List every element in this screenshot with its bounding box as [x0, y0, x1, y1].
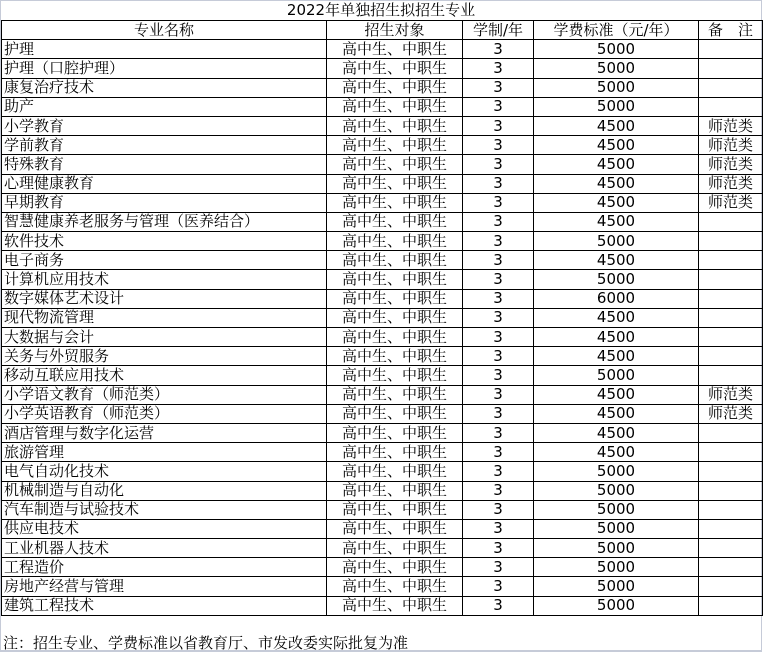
cell-note: 师范类 [699, 193, 763, 212]
cell-years: 3 [463, 59, 534, 78]
cell-fee: 5000 [534, 40, 699, 59]
cell-target: 高中生、中职生 [327, 347, 463, 366]
cell-note [699, 212, 763, 231]
cell-major-name: 电子商务 [2, 251, 327, 270]
cell-note [699, 423, 763, 442]
cell-fee: 5000 [534, 78, 699, 97]
table-row [2, 40, 763, 59]
cell-note [699, 40, 763, 59]
cell-major-name: 小学英语教育（师范类） [2, 404, 327, 423]
header-fee: 学费标准（元/年） [534, 21, 699, 40]
cell-target: 高中生、中职生 [327, 462, 463, 481]
table-row [2, 519, 763, 538]
cell-years: 3 [463, 155, 534, 174]
table-row [2, 596, 763, 615]
cell-fee: 5000 [534, 97, 699, 116]
cell-target: 高中生、中职生 [327, 232, 463, 251]
cell-target: 高中生、中职生 [327, 366, 463, 385]
cell-target: 高中生、中职生 [327, 385, 463, 404]
cell-years: 3 [463, 328, 534, 347]
cell-fee: 5000 [534, 481, 699, 500]
cell-major-name: 酒店管理与数字化运营 [2, 423, 327, 442]
cell-fee: 5000 [534, 366, 699, 385]
cell-major-name: 建筑工程技术 [2, 596, 327, 615]
cell-target: 高中生、中职生 [327, 116, 463, 135]
cell-major-name: 学前教育 [2, 136, 327, 155]
cell-note: 师范类 [699, 174, 763, 193]
header-note: 备 注 [699, 21, 763, 40]
cell-fee: 4500 [534, 136, 699, 155]
table-row [2, 462, 763, 481]
cell-major-name: 工程造价 [2, 558, 327, 577]
cell-years: 3 [463, 577, 534, 596]
table-row [2, 347, 763, 366]
cell-major-name: 电气自动化技术 [2, 462, 327, 481]
cell-years: 3 [463, 519, 534, 538]
cell-major-name: 数字媒体艺术设计 [2, 289, 327, 308]
cell-target: 高中生、中职生 [327, 193, 463, 212]
cell-fee: 4500 [534, 193, 699, 212]
cell-major-name: 计算机应用技术 [2, 270, 327, 289]
cell-note: 师范类 [699, 136, 763, 155]
cell-major-name: 现代物流管理 [2, 308, 327, 327]
cell-major-name: 智慧健康养老服务与管理（医养结合） [2, 212, 327, 231]
cell-years: 3 [463, 366, 534, 385]
majors-table [1, 20, 763, 616]
cell-major-name: 关务与外贸服务 [2, 347, 327, 366]
cell-fee: 4500 [534, 443, 699, 462]
header-years: 学制/年 [463, 21, 534, 40]
table-row [2, 289, 763, 308]
cell-major-name: 房地产经营与管理 [2, 577, 327, 596]
cell-note [699, 481, 763, 500]
header-target: 招生对象 [327, 21, 463, 40]
cell-major-name: 汽车制造与试验技术 [2, 500, 327, 519]
table-row [2, 155, 763, 174]
table-row [2, 443, 763, 462]
cell-fee: 4500 [534, 423, 699, 442]
cell-fee: 4500 [534, 385, 699, 404]
cell-years: 3 [463, 212, 534, 231]
cell-target: 高中生、中职生 [327, 97, 463, 116]
cell-years: 3 [463, 423, 534, 442]
cell-target: 高中生、中职生 [327, 59, 463, 78]
table-row [2, 423, 763, 442]
table-row [2, 251, 763, 270]
cell-fee: 5000 [534, 232, 699, 251]
cell-target: 高中生、中职生 [327, 251, 463, 270]
table-title: 2022年单独招生拟招生专业 [286, 1, 476, 19]
table-row [2, 97, 763, 116]
cell-note: 师范类 [699, 385, 763, 404]
cell-target: 高中生、中职生 [327, 289, 463, 308]
cell-major-name: 小学教育 [2, 116, 327, 135]
cell-fee: 5000 [534, 558, 699, 577]
cell-fee: 4500 [534, 155, 699, 174]
cell-years: 3 [463, 116, 534, 135]
cell-major-name: 大数据与会计 [2, 328, 327, 347]
cell-note [699, 519, 763, 538]
table-row [2, 116, 763, 135]
cell-target: 高中生、中职生 [327, 519, 463, 538]
cell-major-name: 工业机器人技术 [2, 539, 327, 558]
cell-target: 高中生、中职生 [327, 78, 463, 97]
cell-fee: 4500 [534, 174, 699, 193]
cell-target: 高中生、中职生 [327, 443, 463, 462]
cell-fee: 5000 [534, 462, 699, 481]
cell-major-name: 特殊教育 [2, 155, 327, 174]
table-row [2, 212, 763, 231]
cell-years: 3 [463, 404, 534, 423]
cell-note [699, 308, 763, 327]
table-row [2, 366, 763, 385]
cell-target: 高中生、中职生 [327, 558, 463, 577]
cell-years: 3 [463, 251, 534, 270]
cell-major-name: 旅游管理 [2, 443, 327, 462]
cell-years: 3 [463, 462, 534, 481]
cell-note [699, 539, 763, 558]
table-row [2, 385, 763, 404]
cell-years: 3 [463, 174, 534, 193]
cell-note [699, 289, 763, 308]
cell-note [699, 347, 763, 366]
table-body [2, 40, 763, 616]
cell-fee: 4500 [534, 404, 699, 423]
cell-note [699, 443, 763, 462]
table-row [2, 136, 763, 155]
cell-years: 3 [463, 539, 534, 558]
cell-note [699, 251, 763, 270]
cell-major-name: 助产 [2, 97, 327, 116]
cell-years: 3 [463, 308, 534, 327]
table-row [2, 539, 763, 558]
cell-note [699, 78, 763, 97]
cell-note [699, 270, 763, 289]
cell-note [699, 232, 763, 251]
cell-fee: 5000 [534, 270, 699, 289]
cell-target: 高中生、中职生 [327, 404, 463, 423]
cell-note [699, 366, 763, 385]
cell-note: 师范类 [699, 155, 763, 174]
table-row [2, 577, 763, 596]
cell-target: 高中生、中职生 [327, 423, 463, 442]
cell-fee: 4500 [534, 116, 699, 135]
cell-years: 3 [463, 558, 534, 577]
cell-major-name: 移动互联应用技术 [2, 366, 327, 385]
table-row [2, 500, 763, 519]
cell-years: 3 [463, 443, 534, 462]
cell-major-name: 软件技术 [2, 232, 327, 251]
cell-note [699, 328, 763, 347]
cell-years: 3 [463, 289, 534, 308]
cell-major-name: 护理（口腔护理） [2, 59, 327, 78]
cell-target: 高中生、中职生 [327, 577, 463, 596]
cell-years: 3 [463, 347, 534, 366]
cell-note [699, 462, 763, 481]
cell-major-name: 小学语文教育（师范类） [2, 385, 327, 404]
table-row [2, 174, 763, 193]
cell-note [699, 500, 763, 519]
cell-fee: 6000 [534, 289, 699, 308]
cell-fee: 4500 [534, 347, 699, 366]
cell-target: 高中生、中职生 [327, 596, 463, 615]
cell-note [699, 577, 763, 596]
table-row [2, 558, 763, 577]
cell-target: 高中生、中职生 [327, 481, 463, 500]
cell-years: 3 [463, 270, 534, 289]
cell-years: 3 [463, 40, 534, 59]
cell-years: 3 [463, 481, 534, 500]
cell-target: 高中生、中职生 [327, 500, 463, 519]
cell-fee: 5000 [534, 500, 699, 519]
table-row [2, 270, 763, 289]
cell-fee: 5000 [534, 539, 699, 558]
cell-major-name: 心理健康教育 [2, 174, 327, 193]
cell-major-name: 供应电技术 [2, 519, 327, 538]
cell-years: 3 [463, 78, 534, 97]
cell-target: 高中生、中职生 [327, 270, 463, 289]
cell-note [699, 59, 763, 78]
table-row [2, 308, 763, 327]
cell-note: 师范类 [699, 116, 763, 135]
cell-major-name: 护理 [2, 40, 327, 59]
cell-fee: 5000 [534, 596, 699, 615]
table-row [2, 59, 763, 78]
cell-note: 师范类 [699, 404, 763, 423]
cell-years: 3 [463, 136, 534, 155]
cell-years: 3 [463, 385, 534, 404]
table-row [2, 232, 763, 251]
table-row [2, 404, 763, 423]
cell-note [699, 558, 763, 577]
cell-target: 高中生、中职生 [327, 308, 463, 327]
table-row [2, 193, 763, 212]
cell-target: 高中生、中职生 [327, 174, 463, 193]
cell-fee: 4500 [534, 308, 699, 327]
cell-target: 高中生、中职生 [327, 328, 463, 347]
cell-target: 高中生、中职生 [327, 136, 463, 155]
cell-years: 3 [463, 97, 534, 116]
cell-major-name: 康复治疗技术 [2, 78, 327, 97]
cell-fee: 5000 [534, 59, 699, 78]
footnote: 注：招生专业、学费标准以省教育厅、市发改委实际批复为准 [3, 634, 409, 652]
header-major-name: 专业名称 [2, 21, 327, 40]
cell-target: 高中生、中职生 [327, 212, 463, 231]
header-row [2, 21, 763, 40]
table-row [2, 481, 763, 500]
cell-fee: 4500 [534, 251, 699, 270]
cell-years: 3 [463, 232, 534, 251]
cell-note [699, 596, 763, 615]
table-row [2, 78, 763, 97]
cell-major-name: 机械制造与自动化 [2, 481, 327, 500]
cell-target: 高中生、中职生 [327, 40, 463, 59]
cell-years: 3 [463, 500, 534, 519]
cell-fee: 5000 [534, 519, 699, 538]
cell-target: 高中生、中职生 [327, 155, 463, 174]
table-row [2, 328, 763, 347]
cell-years: 3 [463, 193, 534, 212]
cell-years: 3 [463, 596, 534, 615]
cell-fee: 5000 [534, 577, 699, 596]
cell-fee: 4500 [534, 212, 699, 231]
cell-target: 高中生、中职生 [327, 539, 463, 558]
cell-fee: 4500 [534, 328, 699, 347]
cell-note [699, 97, 763, 116]
cell-major-name: 早期教育 [2, 193, 327, 212]
